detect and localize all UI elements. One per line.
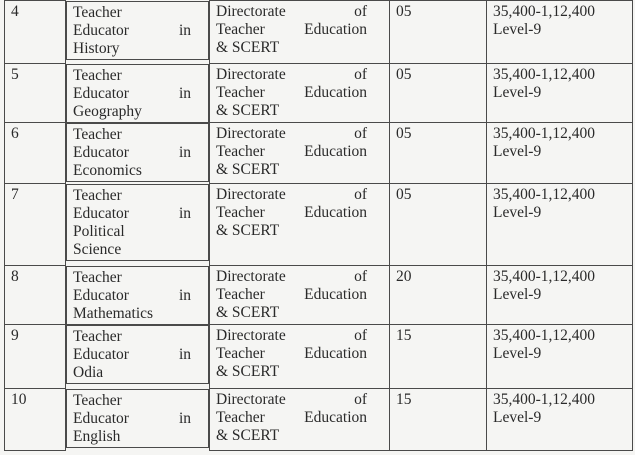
serial-cell: 8	[5, 266, 66, 325]
department-cell: Directorate of Teacher Education & SCERT	[210, 184, 390, 266]
post-name-cell: Teacher Educator in Geography	[66, 64, 209, 123]
serial-cell: 4	[5, 1, 66, 64]
post-name-cell: Teacher Educator in History	[66, 1, 209, 60]
posts-count-cell: 05	[390, 123, 487, 184]
department-cell: Directorate of Teacher Education & SCERT	[210, 389, 390, 451]
pay-scale-cell: 35,400-1,12,400 Level-9	[487, 1, 633, 64]
posts-count-cell: 15	[390, 325, 487, 389]
serial-cell: 10	[5, 389, 66, 451]
pay-scale-cell: 35,400-1,12,400 Level-9	[487, 389, 633, 451]
post-name-cell: Teacher Educator in Political Science	[66, 184, 209, 261]
department-cell: Directorate of Teacher Education & SCERT	[210, 123, 390, 184]
post-name-cell: Teacher Educator in English	[66, 389, 209, 448]
posts-count-cell: 20	[390, 266, 487, 325]
post-name-cell: Teacher Educator in Mathematics	[66, 266, 209, 325]
post-name-cell: Teacher Educator in Economics	[66, 123, 209, 182]
department-cell: Directorate of Teacher Education & SCERT	[210, 266, 390, 325]
posts-count-cell: 05	[390, 64, 487, 123]
posts-count-cell: 05	[390, 1, 487, 64]
posts-count-cell: 05	[390, 184, 487, 266]
pay-scale-cell: 35,400-1,12,400 Level-9	[487, 266, 633, 325]
table-row	[5, 1, 633, 64]
department-cell: Directorate of Teacher Education & SCERT	[210, 1, 390, 64]
pay-scale-cell: 35,400-1,12,400 Level-9	[487, 64, 633, 123]
pay-scale-cell: 35,400-1,12,400 Level-9	[487, 325, 633, 389]
pay-scale-cell: 35,400-1,12,400 Level-9	[487, 123, 633, 184]
serial-cell: 5	[5, 64, 66, 123]
department-cell: Directorate of Teacher Education & SCERT	[210, 325, 390, 389]
serial-cell: 6	[5, 123, 66, 184]
table-row	[5, 389, 633, 451]
post-name-cell: Teacher Educator in Odia	[66, 325, 209, 384]
serial-cell: 9	[5, 325, 66, 389]
serial-cell: 7	[5, 184, 66, 266]
table-row	[5, 184, 633, 266]
posts-count-cell: 15	[390, 389, 487, 451]
table-row	[5, 64, 633, 123]
pay-scale-cell: 35,400-1,12,400 Level-9	[487, 184, 633, 266]
table-row	[5, 266, 633, 325]
posts-table	[4, 0, 633, 451]
department-cell: Directorate of Teacher Education & SCERT	[210, 64, 390, 123]
table-row	[5, 123, 633, 184]
table-row	[5, 325, 633, 389]
